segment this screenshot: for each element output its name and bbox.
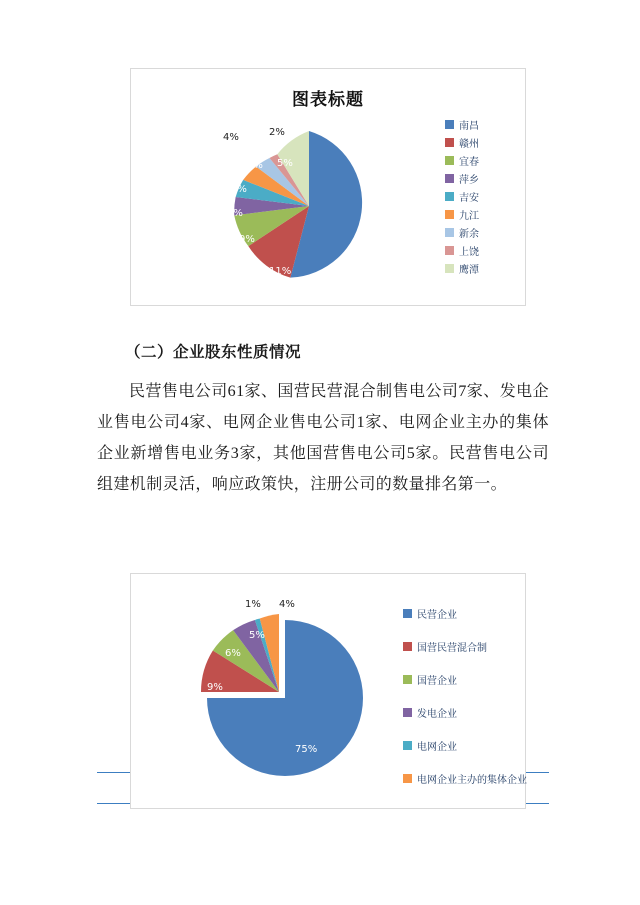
legend-swatch-icon <box>445 138 454 147</box>
legend-swatch-icon <box>445 156 454 165</box>
pie-slice-label: 75% <box>295 744 318 755</box>
legend-item[interactable] <box>445 117 517 131</box>
legend-swatch-icon <box>445 174 454 183</box>
legend-label: 九江 <box>459 210 479 222</box>
legend-label: 国营民营混合制 <box>417 642 487 654</box>
pie-slice-label: 5% <box>231 184 247 195</box>
pie-slice-label: 6% <box>225 648 241 659</box>
pie-plot-area <box>159 111 459 301</box>
pie-slice-label: 1% <box>245 599 261 610</box>
legend-swatch-icon <box>403 741 412 750</box>
legend-label: 南昌 <box>459 120 479 132</box>
legend-swatch-icon <box>445 264 454 273</box>
legend-item[interactable] <box>445 225 517 239</box>
chart-title: 图表标题 <box>292 90 364 110</box>
legend-item[interactable] <box>445 189 517 203</box>
pie-svg <box>159 111 459 301</box>
legend-item[interactable] <box>445 153 517 167</box>
legend-item[interactable] <box>445 135 517 149</box>
legend-label: 萍乡 <box>459 174 479 186</box>
chart-legend <box>403 606 527 789</box>
legend-label: 赣州 <box>459 138 479 150</box>
legend-swatch-icon <box>403 609 412 618</box>
legend-swatch-icon <box>403 708 412 717</box>
pie-chart-region-distribution <box>130 68 526 306</box>
pie-slice-label: 54% <box>355 231 378 242</box>
pie-slice-label: 9% <box>207 682 223 693</box>
legend-label: 民营企业 <box>417 609 457 621</box>
legend-swatch-icon <box>445 210 454 219</box>
section-heading: （二）企业股东性质情况 <box>125 343 302 361</box>
legend-swatch-icon <box>403 774 412 783</box>
pie-slice-label: 5% <box>277 158 293 169</box>
legend-item[interactable] <box>445 171 517 185</box>
pie-slice-label: 5% <box>249 630 265 641</box>
legend-label: 上饶 <box>459 246 479 258</box>
pie-svg <box>149 592 409 792</box>
legend-swatch-icon <box>445 228 454 237</box>
legend-label: 国营企业 <box>417 675 457 687</box>
legend-swatch-icon <box>445 192 454 201</box>
legend-label: 电网企业 <box>417 741 457 753</box>
chart-legend <box>445 117 517 279</box>
pie-chart-shareholder-nature <box>130 573 526 809</box>
legend-label: 宜春 <box>459 156 479 168</box>
legend-item[interactable] <box>445 261 517 275</box>
legend-item[interactable] <box>403 771 527 786</box>
pie-plot-area <box>149 592 409 792</box>
legend-label: 吉安 <box>459 192 479 204</box>
legend-item[interactable] <box>403 606 523 620</box>
legend-item[interactable] <box>403 738 523 752</box>
pie-slice-label: 4% <box>223 132 239 143</box>
legend-label: 电网企业主办的集体企业 <box>417 774 527 786</box>
legend-swatch-icon <box>403 642 412 651</box>
legend-swatch-icon <box>403 675 412 684</box>
legend-label: 发电企业 <box>417 708 457 720</box>
pie-slice-label: 11% <box>269 266 292 277</box>
legend-swatch-icon <box>445 246 454 255</box>
legend-item[interactable] <box>445 243 517 257</box>
body-text-block <box>97 340 549 500</box>
legend-item[interactable] <box>445 207 517 221</box>
legend-swatch-icon <box>445 120 454 129</box>
legend-item[interactable] <box>403 705 523 719</box>
pie-slice-label: 5% <box>227 208 243 219</box>
pie-slice-label: 9% <box>239 234 255 245</box>
legend-label: 鹰潭 <box>459 264 479 276</box>
section-paragraph: 民营售电公司61家、国营民营混合制售电公司7家、发电企业售电公司4家、电网企业售电公司1家、电网企业主办的集体企业新增售电业务3家，其他国营售电公司5家。民营售电公司组建机制灵活，响应政策快，注册公司的数量排名第一。 <box>97 383 549 493</box>
legend-label: 新余 <box>459 228 479 240</box>
pie-slice-label: 4% <box>279 599 295 610</box>
legend-item[interactable] <box>403 639 523 653</box>
pie-slice-label: 2% <box>269 127 285 138</box>
legend-item[interactable] <box>403 672 523 686</box>
pie-slice-label: 5% <box>247 160 263 171</box>
